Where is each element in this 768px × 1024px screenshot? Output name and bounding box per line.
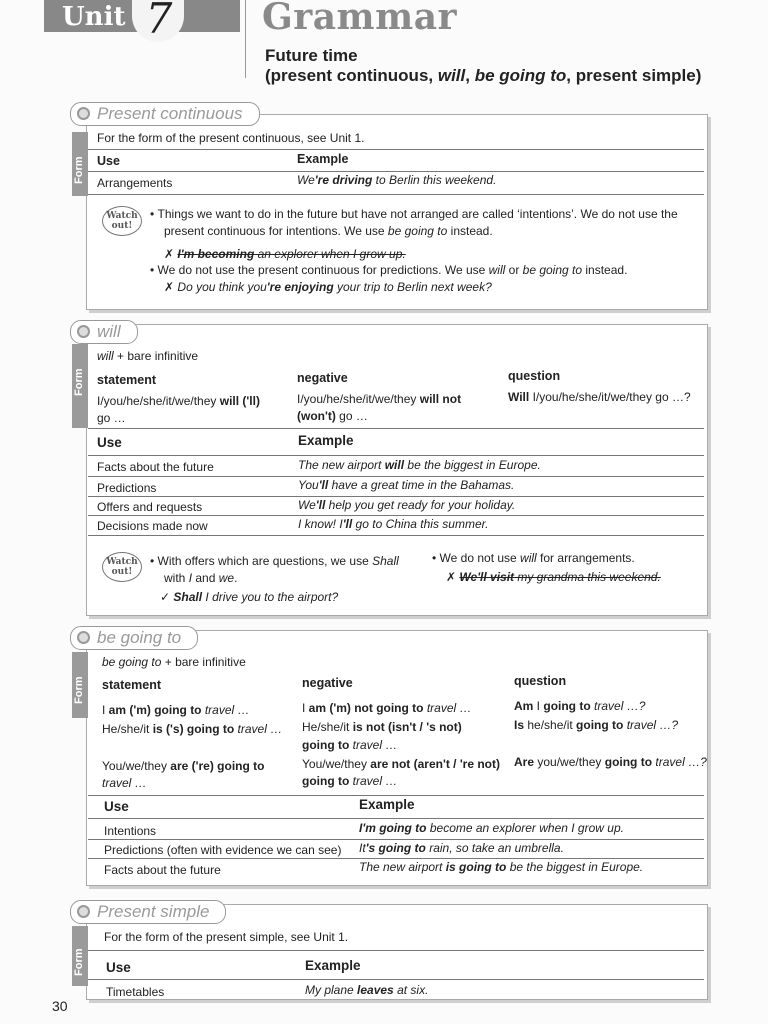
watch-out-bullet-cont: present continuous for intentions. We use be going to instead. (164, 224, 493, 238)
example-header: Example (297, 152, 349, 166)
watch-out-badge: Watch out! (102, 552, 142, 582)
divider (88, 795, 704, 796)
divider (88, 171, 704, 172)
wrong-example: ✗ I'm becoming an explorer when I grow up. (164, 247, 406, 261)
example-cell: It's going to rain, so take an umbrella. (359, 841, 564, 855)
question-header: question (508, 369, 561, 383)
will-tab: will (70, 320, 138, 344)
statement-header: statement (97, 373, 157, 387)
page-subtitle-topics: (present continuous, will, be going to, present simple) (265, 66, 702, 85)
bullet-circle-icon (77, 107, 90, 120)
example-header: Example (305, 958, 361, 973)
example-header: Example (359, 797, 415, 812)
question-form: Are you/we/they going to travel …? (514, 755, 707, 769)
divider (88, 476, 704, 477)
page-subtitle: Future time (265, 46, 358, 65)
negative-form-cont: (won't) go … (297, 409, 368, 423)
correct-example: ✓ Shall I drive you to the airport? (160, 590, 339, 604)
divider (88, 455, 704, 456)
statement-form: I/you/he/she/it/we/they will ('ll) (97, 394, 260, 408)
example-cell: I know! I'll go to China this summer. (298, 517, 489, 531)
example-cell: My plane leaves at six. (305, 983, 429, 997)
cross-icon: ✗ (446, 570, 457, 584)
statement-form: You/we/they are ('re) going to (102, 759, 265, 773)
form-note: will + bare infinitive (97, 349, 199, 363)
use-header: Use (104, 799, 129, 814)
divider (88, 979, 704, 980)
use-header: Use (106, 960, 131, 975)
use-cell: Facts about the future (97, 460, 214, 474)
divider (88, 535, 704, 536)
cross-icon: ✗ (164, 247, 175, 261)
watch-out-bullet: • Things we want to do in the future but have not arranged are called ‘intentions’. We do not use the (150, 207, 678, 221)
watch-out-bullet: • We do not use will for arrangements. (432, 551, 635, 565)
use-cell: Predictions (97, 481, 157, 495)
use-header: Use (97, 435, 122, 450)
page-number: 30 (52, 998, 68, 1014)
statement-form-cont: go … (97, 411, 126, 425)
divider (88, 818, 704, 819)
divider (88, 515, 704, 516)
negative-form: I am ('m) not going to travel … (302, 701, 472, 715)
wrong-example: ✗ We'll visit my grandma this weekend. (446, 570, 661, 584)
form-note: For the form of the present continuous, see Unit 1. (97, 131, 365, 145)
check-icon: ✓ (160, 590, 171, 604)
divider (88, 149, 704, 150)
watch-out-bullet-cont: with I and we. (164, 571, 238, 585)
bullet-circle-icon (77, 905, 90, 918)
divider (88, 858, 704, 859)
negative-form: I/you/he/she/it/we/they will not (297, 392, 462, 406)
example-header: Example (298, 433, 354, 448)
form-label-strip: Form (72, 926, 88, 986)
statement-form: He/she/it is ('s) going to travel … (102, 722, 283, 736)
example-cell: The new airport will be the biggest in Europe. (298, 458, 541, 472)
divider (88, 428, 704, 429)
form-label-strip: Form (72, 344, 88, 428)
example-cell: The new airport is going to be the biggest in Europe. (359, 860, 644, 874)
watch-out-badge: Watch out! (102, 206, 142, 236)
unit-label: Unit (62, 2, 126, 32)
negative-header: negative (302, 676, 353, 690)
negative-form-cont: going to travel … (302, 738, 398, 752)
statement-form-cont: travel … (102, 776, 147, 790)
use-header: Use (97, 154, 120, 168)
watch-out-bullet: • We do not use the present continuous for predictions. We use will or be going to instead. (150, 263, 628, 277)
question-form: Will I/you/he/she/it/we/they go …? (508, 390, 691, 404)
form-label-strip: Form (72, 652, 88, 718)
use-cell: Predictions (often with evidence we can see) (104, 843, 342, 857)
wrong-example: ✗ Do you think you're enjoying your trip to Berlin next week? (164, 280, 492, 294)
present-simple-tab: Present simple (70, 900, 226, 924)
divider (88, 839, 704, 840)
page-title: Grammar (262, 0, 458, 38)
statement-header: statement (102, 678, 162, 692)
use-cell: Timetables (106, 985, 165, 999)
use-cell: Facts about the future (104, 863, 221, 877)
use-cell: Intentions (104, 824, 157, 838)
question-header: question (514, 674, 567, 688)
unit-number: 7 (145, 0, 173, 43)
be-going-to-tab: be going to (70, 626, 198, 650)
bullet-circle-icon (77, 631, 90, 644)
statement-form: I am ('m) going to travel … (102, 703, 250, 717)
divider (88, 194, 704, 195)
watch-out-bullet: • With offers which are questions, we use Shall (150, 554, 399, 568)
form-note: be going to + bare infinitive (102, 655, 246, 669)
negative-header: negative (297, 371, 348, 385)
header-divider (245, 0, 246, 78)
negative-form: You/we/they are not (aren't / 're not) (302, 757, 501, 771)
negative-form-cont: going to travel … (302, 774, 398, 788)
form-label-strip: Form (72, 132, 88, 196)
question-form: Is he/she/it going to travel …? (514, 718, 679, 732)
example-cell: We're driving to Berlin this weekend. (297, 173, 497, 187)
example-cell: You'll have a great time in the Bahamas. (298, 478, 515, 492)
example-cell: We'll help you get ready for your holiday. (298, 498, 516, 512)
divider (88, 496, 704, 497)
use-cell: Offers and requests (97, 500, 203, 514)
use-cell: Arrangements (97, 176, 173, 190)
negative-form: He/she/it is not (isn't / 's not) (302, 720, 462, 734)
present-continuous-tab: Present continuous (70, 102, 260, 126)
cross-icon: ✗ (164, 280, 175, 294)
use-cell: Decisions made now (97, 519, 208, 533)
divider (88, 950, 704, 951)
form-note: For the form of the present simple, see Unit 1. (104, 930, 349, 944)
example-cell: I'm going to become an explorer when I grow up. (359, 821, 624, 835)
bullet-circle-icon (77, 325, 90, 338)
question-form: Am I going to travel …? (514, 699, 646, 713)
